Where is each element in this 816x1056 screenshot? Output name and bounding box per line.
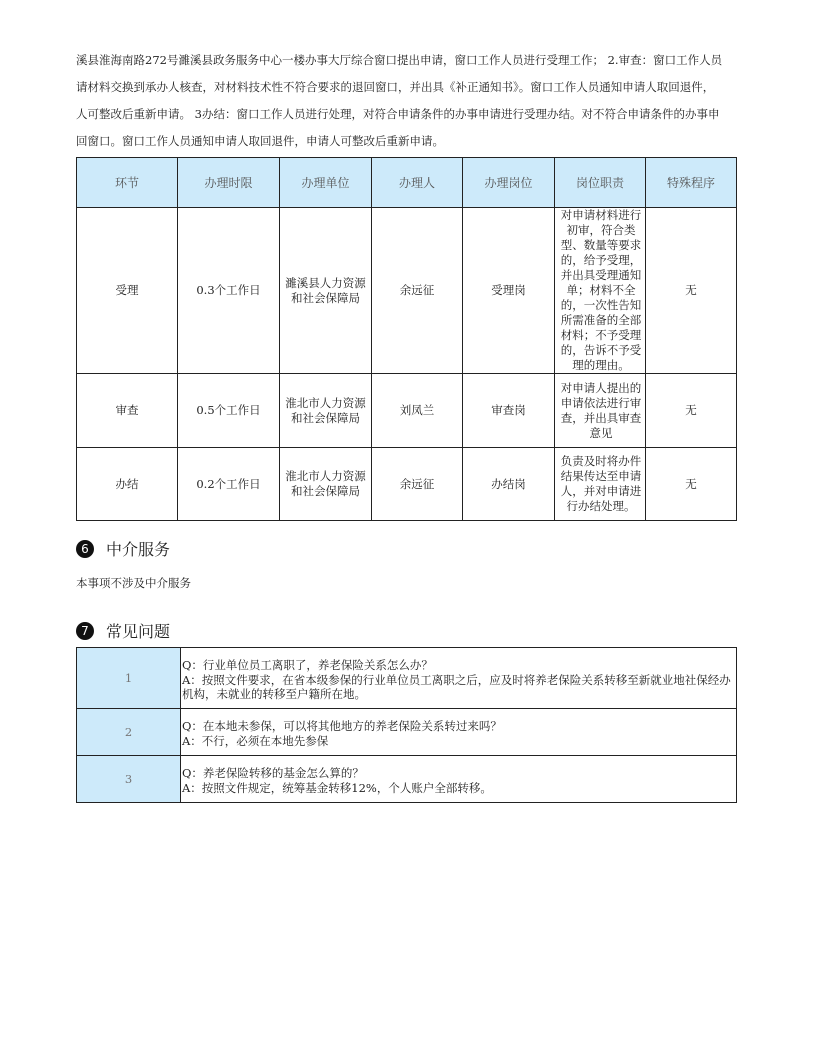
header-cell: 办理单位 bbox=[280, 158, 372, 208]
table-row bbox=[77, 374, 737, 448]
post-cell: 办结岗 bbox=[463, 448, 555, 521]
faq-content bbox=[181, 756, 737, 803]
unit-cell: 淮北市人力资源和社会保障局 bbox=[280, 374, 372, 448]
faq-question: Q：养老保险转移的基金怎么算的？ bbox=[182, 766, 364, 780]
header-cell: 办理时限 bbox=[178, 158, 280, 208]
faq-table bbox=[76, 647, 737, 803]
faq-index: 1 bbox=[77, 648, 181, 709]
header-cell: 特殊程序 bbox=[646, 158, 737, 208]
intro-line: 溪县淮海南路272号濉溪县政务服务中心一楼办事大厅综合窗口提出申请，窗口工作人员进行受理工作； 2.审查：窗口工作人员 bbox=[76, 53, 723, 67]
faq-row bbox=[77, 709, 737, 756]
special-cell: 无 bbox=[646, 374, 737, 448]
duty-cell bbox=[555, 448, 646, 521]
faq-answer: A：按照文件要求，在省本级参保的行业单位员工离职之后，应及时将养老保险关系转移至新就业地社保经办机构，未就业的转移至户籍所在地。 bbox=[182, 672, 731, 701]
intro-line: 人可整改后重新申请。 3办结：窗口工作人员进行处理，对符合申请条件的办事申请进行受理办结。对不符合申请条件的办事申 bbox=[76, 107, 720, 121]
faq-content bbox=[181, 648, 737, 709]
number-6-icon: 6 bbox=[76, 540, 94, 558]
table-row bbox=[77, 448, 737, 521]
faq-index: 2 bbox=[77, 709, 181, 756]
duty-text: 对申请材料进行初审，符合类型、数量等要求的，给予受理，并出具受理通知单；材料不全的，一次性告知所需准备的全部材料；不予受理的，告诉不予受理的理由。 bbox=[560, 208, 642, 372]
faq-content bbox=[181, 709, 737, 756]
step-cell: 办结 bbox=[77, 448, 178, 521]
faq-question: Q：行业单位员工离职了，养老保险关系怎么办？ bbox=[182, 658, 433, 672]
handler-cell: 余远征 bbox=[372, 448, 463, 521]
table-row bbox=[77, 208, 737, 374]
faq-answer: A：不行，必须在本地先参保 bbox=[182, 733, 329, 748]
special-cell: 无 bbox=[646, 448, 737, 521]
faq-answer: A：按照文件规定，统筹基金转移12%，个人账户全部转移。 bbox=[182, 780, 492, 795]
handler-cell: 刘凤兰 bbox=[372, 374, 463, 448]
step-cell: 受理 bbox=[77, 208, 178, 374]
faq-row bbox=[77, 648, 737, 709]
unit-cell: 淮北市人力资源和社会保障局 bbox=[280, 448, 372, 521]
intermediary-text: 本事项不涉及中介服务 bbox=[76, 576, 191, 590]
duty-cell bbox=[555, 208, 646, 374]
time-limit-cell: 0.3个工作日 bbox=[178, 208, 280, 374]
duty-cell bbox=[555, 374, 646, 448]
post-cell: 审查岗 bbox=[463, 374, 555, 448]
intro-line: 回窗口。窗口工作人员通知申请人取回退件，申请人可整改后重新申请。 bbox=[76, 134, 444, 148]
section-heading-intermediary bbox=[76, 537, 170, 560]
header-cell: 岗位职责 bbox=[555, 158, 646, 208]
intro-text bbox=[76, 47, 736, 155]
faq-row bbox=[77, 756, 737, 803]
time-limit-cell: 0.5个工作日 bbox=[178, 374, 280, 448]
header-cell: 办理岗位 bbox=[463, 158, 555, 208]
handler-cell: 余远征 bbox=[372, 208, 463, 374]
time-limit-cell: 0.2个工作日 bbox=[178, 448, 280, 521]
intro-line: 请材料交换到承办人核查，对材料技术性不符合要求的退回窗口，并出具《补正通知书》。窗口工作人员通知申请人取回退件， bbox=[76, 80, 715, 94]
table-header-row bbox=[77, 158, 737, 208]
duty-text: 负责及时将办件结果传达至申请人，并对申请进行办结处理。 bbox=[560, 454, 642, 513]
unit-cell: 濉溪县人力资源和社会保障局 bbox=[280, 208, 372, 374]
step-cell: 审查 bbox=[77, 374, 178, 448]
section-title: 常见问题 bbox=[106, 622, 171, 641]
process-table bbox=[76, 157, 737, 521]
special-cell: 无 bbox=[646, 208, 737, 374]
header-cell: 办理人 bbox=[372, 158, 463, 208]
header-cell: 环节 bbox=[77, 158, 178, 208]
faq-index: 3 bbox=[77, 756, 181, 803]
section-heading-faq bbox=[76, 619, 170, 642]
duty-text: 对申请人提出的申请依法进行审查，并出具审查意见 bbox=[560, 380, 642, 440]
faq-question: Q：在本地未参保，可以将其他地方的养老保险关系转过来吗？ bbox=[182, 719, 502, 733]
section-title: 中介服务 bbox=[106, 540, 171, 559]
post-cell: 受理岗 bbox=[463, 208, 555, 374]
number-7-icon: 7 bbox=[76, 622, 94, 640]
